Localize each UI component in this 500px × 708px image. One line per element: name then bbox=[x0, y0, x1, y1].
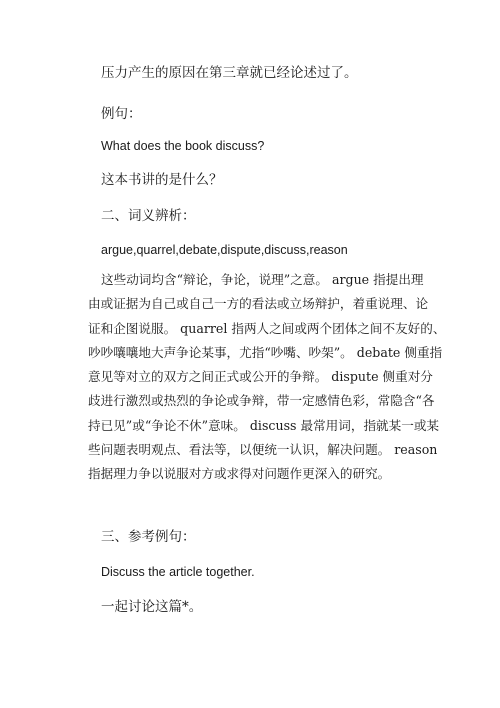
reference-example-en: Discuss the article together. bbox=[101, 565, 255, 579]
paragraph-line: 歧进行激烈或热烈的争论或争辩，带一定感情色彩，常隐含“各 bbox=[88, 393, 435, 409]
example-label: 例句： bbox=[101, 106, 142, 122]
example-sentence-zh: 这本书讲的是什么？ bbox=[101, 172, 223, 188]
paragraph-line: 由或证据为自己或自己一方的看法或立场辩护，着重说理、论 bbox=[88, 296, 429, 312]
example-sentence-en: What does the book discuss? bbox=[101, 139, 265, 153]
paragraph-line: 些问题表明观点、看法等，以便统一认识，解决问题。 reason bbox=[88, 442, 438, 458]
section-heading-reference-examples: 三、参考例句： bbox=[101, 529, 196, 545]
reference-example-zh: 一起讨论这篇*。 bbox=[101, 599, 203, 615]
word-analysis-paragraph bbox=[88, 268, 446, 487]
section-heading-word-analysis: 二、词义辨析： bbox=[101, 208, 196, 224]
paragraph-line: 持已见”或“争论不休”意味。 discuss 最常用词，指就某一或某 bbox=[88, 417, 440, 433]
word-list: argue,quarrel,debate,dispute,discuss,reason bbox=[101, 243, 348, 257]
paragraph-line: 证和企图说服。 quarrel 指两人之间或两个团体之间不友好的、 bbox=[88, 320, 446, 336]
paragraph-line: 这些动词均含“辩论，争论，说理”之意。 argue 指提出理 bbox=[101, 272, 424, 287]
paragraph-line: 意见等对立的双方之间正式或公开的争辩。 dispute 侧重对分 bbox=[88, 369, 433, 385]
paragraph-line: 指据理力争以说服对方或求得对问题作更深入的研究。 bbox=[88, 466, 391, 482]
paragraph-line: 吵吵嚷嚷地大声争论某事，尤指“吵嘴、吵架”。 debate 侧重指 bbox=[88, 344, 443, 360]
text-line-pressure: 压力产生的原因在第三章就已经论述过了。 bbox=[101, 65, 358, 81]
